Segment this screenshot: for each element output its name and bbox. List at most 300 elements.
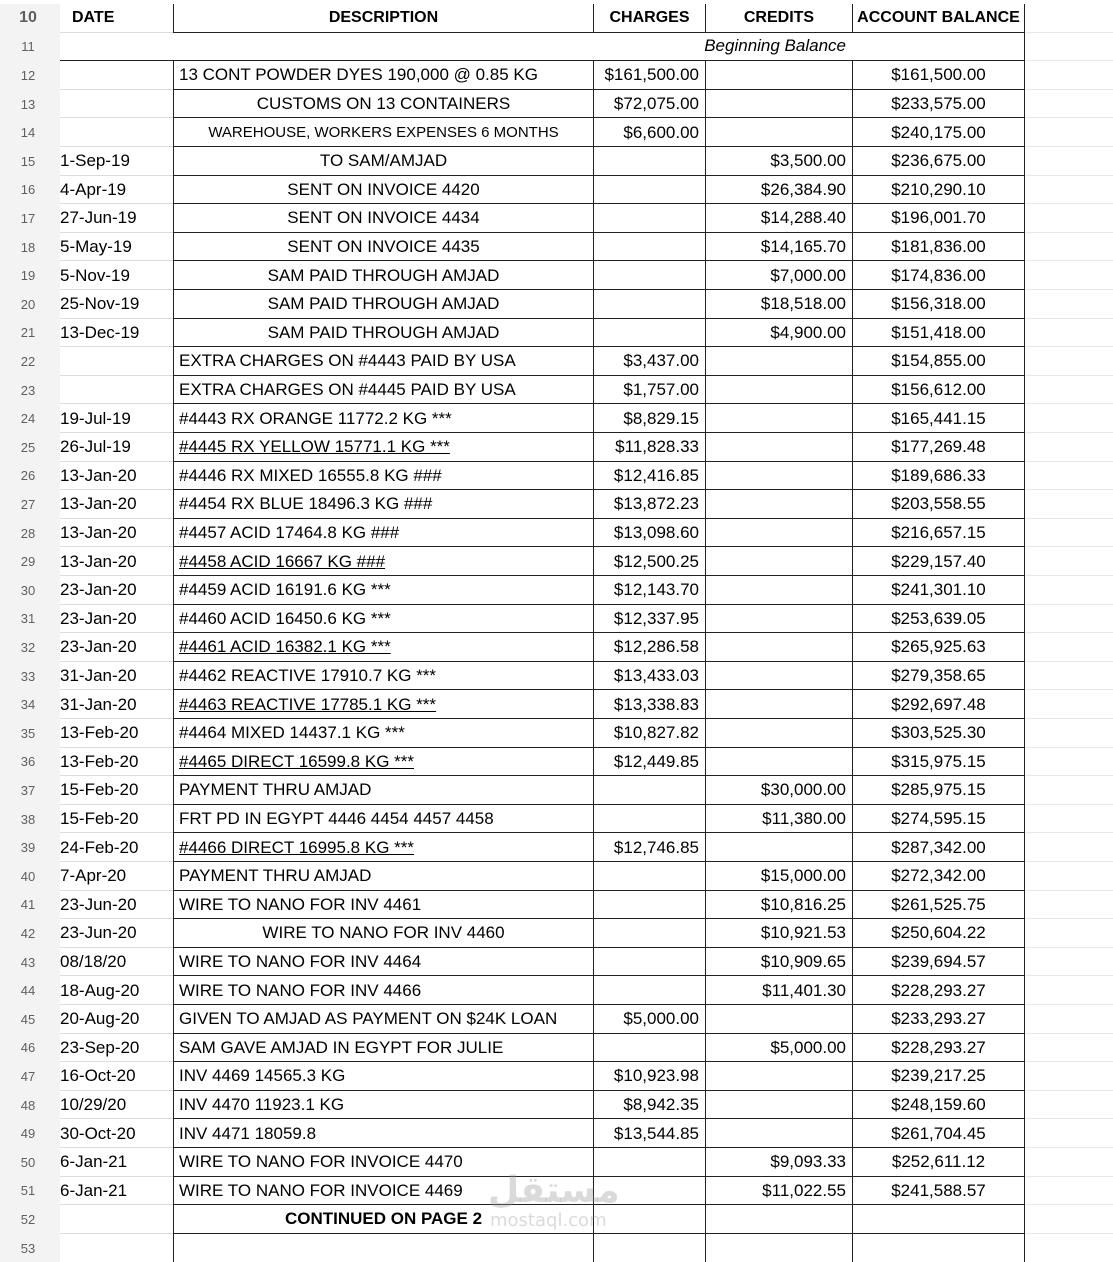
credits-cell[interactable] (705, 433, 852, 462)
empty-cell[interactable] (1025, 547, 1113, 576)
charges-cell[interactable]: $13,433.03 (593, 662, 705, 691)
credits-cell[interactable]: $26,384.90 (705, 176, 852, 205)
credits-cell[interactable] (705, 547, 852, 576)
description-cell[interactable] (173, 490, 593, 519)
date-cell[interactable]: 25-Nov-19 (60, 290, 173, 319)
credits-cell[interactable] (705, 61, 852, 90)
credits-cell[interactable] (705, 633, 852, 662)
empty-cell[interactable] (1025, 576, 1113, 605)
description-cell[interactable] (173, 719, 593, 748)
charges-cell[interactable]: $13,544.85 (593, 1119, 705, 1148)
date-cell[interactable] (60, 376, 173, 405)
row-number[interactable]: 15 (0, 147, 60, 176)
row-number[interactable]: 36 (0, 748, 60, 777)
empty-cell[interactable] (1025, 1205, 1113, 1234)
charges-cell[interactable] (593, 290, 705, 319)
row-number[interactable]: 25 (0, 433, 60, 462)
charges-cell[interactable] (593, 1205, 705, 1234)
description-cell[interactable] (173, 662, 593, 691)
charges-cell[interactable] (593, 204, 705, 233)
empty-cell[interactable] (1025, 1091, 1113, 1120)
row-number[interactable]: 51 (0, 1177, 60, 1206)
beginning-balance-label[interactable]: Beginning Balance (60, 33, 1025, 62)
credits-cell[interactable] (705, 1234, 852, 1262)
row-number[interactable]: 24 (0, 404, 60, 433)
credits-cell[interactable] (705, 833, 852, 862)
credits-cell[interactable] (705, 490, 852, 519)
row-number[interactable]: 16 (0, 176, 60, 205)
credits-cell[interactable] (705, 118, 852, 147)
credits-cell[interactable] (705, 347, 852, 376)
empty-cell[interactable] (1025, 376, 1113, 405)
empty-cell[interactable] (1025, 833, 1113, 862)
charges-cell[interactable] (593, 862, 705, 891)
empty-cell[interactable] (1025, 490, 1113, 519)
description-cell[interactable] (173, 90, 593, 119)
credits-cell[interactable] (705, 748, 852, 777)
charges-cell[interactable]: $3,437.00 (593, 347, 705, 376)
credits-cell[interactable]: $7,000.00 (705, 261, 852, 290)
date-cell[interactable] (60, 61, 173, 90)
description-cell[interactable] (173, 1177, 593, 1206)
empty-cell[interactable] (1025, 519, 1113, 548)
charges-cell[interactable] (593, 147, 705, 176)
charges-cell[interactable]: $6,600.00 (593, 118, 705, 147)
row-number[interactable]: 26 (0, 462, 60, 491)
balance-cell[interactable]: $177,269.48 (852, 433, 1025, 462)
balance-cell[interactable]: $203,558.55 (852, 490, 1025, 519)
date-cell[interactable]: 08/18/20 (60, 948, 173, 977)
balance-cell[interactable]: $248,159.60 (852, 1091, 1025, 1120)
balance-cell[interactable]: $265,925.63 (852, 633, 1025, 662)
row-number[interactable]: 23 (0, 376, 60, 405)
date-cell[interactable]: 6-Jan-21 (60, 1148, 173, 1177)
description-cell[interactable] (173, 147, 593, 176)
date-cell[interactable] (60, 347, 173, 376)
date-cell[interactable]: 5-May-19 (60, 233, 173, 262)
charges-cell[interactable] (593, 805, 705, 834)
row-number[interactable]: 32 (0, 633, 60, 662)
balance-cell[interactable]: $279,358.65 (852, 662, 1025, 691)
description-cell[interactable] (173, 1234, 593, 1262)
description-cell[interactable] (173, 862, 593, 891)
balance-cell[interactable]: $292,697.48 (852, 690, 1025, 719)
balance-cell[interactable]: $272,342.00 (852, 862, 1025, 891)
row-number[interactable]: 27 (0, 490, 60, 519)
balance-cell[interactable]: $241,588.57 (852, 1177, 1025, 1206)
description-cell[interactable] (173, 748, 593, 777)
balance-cell[interactable]: $161,500.00 (852, 61, 1025, 90)
credits-cell[interactable]: $10,816.25 (705, 891, 852, 920)
balance-cell[interactable]: $315,975.15 (852, 748, 1025, 777)
empty-cell[interactable] (1025, 662, 1113, 691)
balance-cell[interactable]: $303,525.30 (852, 719, 1025, 748)
empty-cell[interactable] (1025, 404, 1113, 433)
row-number[interactable]: 18 (0, 233, 60, 262)
credits-cell[interactable] (705, 719, 852, 748)
empty-cell[interactable] (1025, 605, 1113, 634)
date-cell[interactable] (60, 1205, 173, 1234)
row-number[interactable]: 50 (0, 1148, 60, 1177)
row-number[interactable]: 11 (0, 33, 60, 62)
empty-cell[interactable] (1025, 891, 1113, 920)
credits-cell[interactable] (705, 404, 852, 433)
continued-label[interactable]: CONTINUED ON PAGE 2 (173, 1205, 593, 1234)
balance-cell[interactable] (852, 1234, 1025, 1262)
row-number[interactable]: 40 (0, 862, 60, 891)
charges-cell[interactable] (593, 976, 705, 1005)
date-cell[interactable]: 24-Feb-20 (60, 833, 173, 862)
balance-cell[interactable]: $229,157.40 (852, 547, 1025, 576)
balance-cell[interactable]: $174,836.00 (852, 261, 1025, 290)
date-cell[interactable]: 13-Feb-20 (60, 719, 173, 748)
charges-cell[interactable]: $12,449.85 (593, 748, 705, 777)
description-cell[interactable] (173, 118, 593, 147)
balance-cell[interactable]: $181,836.00 (852, 233, 1025, 262)
date-cell[interactable]: 18-Aug-20 (60, 976, 173, 1005)
balance-cell[interactable]: $228,293.27 (852, 976, 1025, 1005)
date-cell[interactable]: 13-Feb-20 (60, 748, 173, 777)
charges-cell[interactable]: $13,338.83 (593, 690, 705, 719)
credits-cell[interactable]: $14,165.70 (705, 233, 852, 262)
row-number[interactable]: 49 (0, 1119, 60, 1148)
charges-cell[interactable] (593, 1177, 705, 1206)
credits-cell[interactable] (705, 690, 852, 719)
date-cell[interactable]: 30-Oct-20 (60, 1119, 173, 1148)
row-number[interactable]: 19 (0, 261, 60, 290)
empty-cell[interactable] (1025, 1177, 1113, 1206)
empty-cell[interactable] (1025, 805, 1113, 834)
description-cell[interactable] (173, 261, 593, 290)
header-balance[interactable]: ACCOUNT BALANCE (852, 4, 1025, 33)
empty-cell[interactable] (1025, 90, 1113, 119)
date-cell[interactable]: 23-Jan-20 (60, 576, 173, 605)
balance-cell[interactable]: $253,639.05 (852, 605, 1025, 634)
date-cell[interactable]: 23-Jan-20 (60, 605, 173, 634)
description-cell[interactable] (173, 347, 593, 376)
charges-cell[interactable]: $12,286.58 (593, 633, 705, 662)
charges-cell[interactable]: $12,337.95 (593, 605, 705, 634)
charges-cell[interactable] (593, 1148, 705, 1177)
row-number[interactable]: 21 (0, 319, 60, 348)
description-cell[interactable] (173, 976, 593, 1005)
credits-cell[interactable] (705, 605, 852, 634)
charges-cell[interactable]: $72,075.00 (593, 90, 705, 119)
balance-cell[interactable]: $261,704.45 (852, 1119, 1025, 1148)
balance-cell[interactable]: $228,293.27 (852, 1034, 1025, 1063)
description-cell[interactable] (173, 633, 593, 662)
credits-cell[interactable]: $11,380.00 (705, 805, 852, 834)
description-cell[interactable] (173, 233, 593, 262)
credits-cell[interactable]: $14,288.40 (705, 204, 852, 233)
description-cell[interactable] (173, 776, 593, 805)
charges-cell[interactable]: $10,923.98 (593, 1062, 705, 1091)
balance-cell[interactable]: $233,575.00 (852, 90, 1025, 119)
charges-cell[interactable]: $13,098.60 (593, 519, 705, 548)
charges-cell[interactable]: $5,000.00 (593, 1005, 705, 1034)
empty-cell[interactable] (1025, 919, 1113, 948)
date-cell[interactable]: 1-Sep-19 (60, 147, 173, 176)
row-number[interactable]: 20 (0, 290, 60, 319)
description-cell[interactable] (173, 948, 593, 977)
credits-cell[interactable]: $10,909.65 (705, 948, 852, 977)
empty-cell[interactable] (1025, 1148, 1113, 1177)
empty-cell[interactable] (1025, 690, 1113, 719)
description-cell[interactable] (173, 519, 593, 548)
balance-cell[interactable]: $236,675.00 (852, 147, 1025, 176)
charges-cell[interactable]: $13,872.23 (593, 490, 705, 519)
credits-cell[interactable] (705, 1119, 852, 1148)
description-cell[interactable] (173, 605, 593, 634)
row-number[interactable]: 13 (0, 90, 60, 119)
row-number[interactable]: 10 (0, 4, 60, 33)
row-number[interactable]: 33 (0, 662, 60, 691)
row-number[interactable]: 34 (0, 690, 60, 719)
charges-cell[interactable] (593, 1034, 705, 1063)
row-number[interactable]: 38 (0, 805, 60, 834)
empty-cell[interactable] (1025, 61, 1113, 90)
row-number[interactable]: 44 (0, 976, 60, 1005)
empty-cell[interactable] (1025, 1005, 1113, 1034)
date-cell[interactable]: 23-Jun-20 (60, 891, 173, 920)
header-date[interactable]: DATE (60, 4, 173, 33)
date-cell[interactable] (60, 90, 173, 119)
description-cell[interactable] (173, 833, 593, 862)
credits-cell[interactable]: $11,022.55 (705, 1177, 852, 1206)
description-cell[interactable] (173, 376, 593, 405)
date-cell[interactable]: 13-Jan-20 (60, 519, 173, 548)
credits-cell[interactable]: $5,000.00 (705, 1034, 852, 1063)
date-cell[interactable]: 23-Jan-20 (60, 633, 173, 662)
row-number[interactable]: 30 (0, 576, 60, 605)
balance-cell[interactable]: $233,293.27 (852, 1005, 1025, 1034)
balance-cell[interactable]: $239,217.25 (852, 1062, 1025, 1091)
row-number[interactable]: 39 (0, 833, 60, 862)
credits-cell[interactable] (705, 519, 852, 548)
charges-cell[interactable] (593, 776, 705, 805)
row-number[interactable]: 37 (0, 776, 60, 805)
empty-cell[interactable] (1025, 319, 1113, 348)
date-cell[interactable]: 19-Jul-19 (60, 404, 173, 433)
row-number[interactable]: 41 (0, 891, 60, 920)
header-charges[interactable]: CHARGES (593, 4, 705, 33)
credits-cell[interactable] (705, 1062, 852, 1091)
empty-cell[interactable] (1025, 948, 1113, 977)
charges-cell[interactable]: $12,416.85 (593, 462, 705, 491)
date-cell[interactable]: 26-Jul-19 (60, 433, 173, 462)
description-cell[interactable] (173, 891, 593, 920)
date-cell[interactable]: 13-Jan-20 (60, 547, 173, 576)
charges-cell[interactable]: $1,757.00 (593, 376, 705, 405)
credits-cell[interactable] (705, 376, 852, 405)
empty-cell[interactable] (1025, 1119, 1113, 1148)
description-cell[interactable] (173, 805, 593, 834)
date-cell[interactable]: 16-Oct-20 (60, 1062, 173, 1091)
balance-cell[interactable]: $189,686.33 (852, 462, 1025, 491)
empty-cell[interactable] (1025, 118, 1113, 147)
row-number[interactable]: 12 (0, 61, 60, 90)
empty-cell[interactable] (1025, 347, 1113, 376)
description-cell[interactable] (173, 319, 593, 348)
empty-cell[interactable] (1025, 204, 1113, 233)
empty-cell[interactable] (1025, 33, 1113, 62)
row-number[interactable]: 22 (0, 347, 60, 376)
charges-cell[interactable] (593, 919, 705, 948)
empty-cell[interactable] (1025, 176, 1113, 205)
description-cell[interactable] (173, 1148, 593, 1177)
balance-cell[interactable]: $151,418.00 (852, 319, 1025, 348)
description-cell[interactable] (173, 462, 593, 491)
description-cell[interactable] (173, 404, 593, 433)
description-cell[interactable] (173, 1119, 593, 1148)
balance-cell[interactable]: $156,318.00 (852, 290, 1025, 319)
empty-cell[interactable] (1025, 719, 1113, 748)
row-number[interactable]: 17 (0, 204, 60, 233)
description-cell[interactable] (173, 576, 593, 605)
balance-cell[interactable]: $196,001.70 (852, 204, 1025, 233)
date-cell[interactable]: 4-Apr-19 (60, 176, 173, 205)
date-cell[interactable]: 15-Feb-20 (60, 805, 173, 834)
description-cell[interactable] (173, 433, 593, 462)
empty-cell[interactable] (1025, 290, 1113, 319)
date-cell[interactable]: 7-Apr-20 (60, 862, 173, 891)
charges-cell[interactable] (593, 891, 705, 920)
description-cell[interactable] (173, 1091, 593, 1120)
credits-cell[interactable] (705, 1091, 852, 1120)
empty-cell[interactable] (1025, 4, 1113, 33)
description-cell[interactable] (173, 919, 593, 948)
charges-cell[interactable] (593, 948, 705, 977)
credits-cell[interactable] (705, 576, 852, 605)
balance-cell[interactable]: $250,604.22 (852, 919, 1025, 948)
credits-cell[interactable] (705, 1005, 852, 1034)
charges-cell[interactable]: $161,500.00 (593, 61, 705, 90)
balance-cell[interactable]: $216,657.15 (852, 519, 1025, 548)
balance-cell[interactable]: $210,290.10 (852, 176, 1025, 205)
empty-cell[interactable] (1025, 261, 1113, 290)
balance-cell[interactable]: $287,342.00 (852, 833, 1025, 862)
empty-cell[interactable] (1025, 147, 1113, 176)
row-number[interactable]: 42 (0, 919, 60, 948)
empty-cell[interactable] (1025, 633, 1113, 662)
balance-cell[interactable]: $156,612.00 (852, 376, 1025, 405)
empty-cell[interactable] (1025, 1062, 1113, 1091)
empty-cell[interactable] (1025, 776, 1113, 805)
row-number[interactable]: 52 (0, 1205, 60, 1234)
date-cell[interactable] (60, 1234, 173, 1262)
row-number[interactable]: 35 (0, 719, 60, 748)
empty-cell[interactable] (1025, 233, 1113, 262)
credits-cell[interactable] (705, 1205, 852, 1234)
description-cell[interactable] (173, 176, 593, 205)
date-cell[interactable]: 23-Jun-20 (60, 919, 173, 948)
row-number[interactable]: 28 (0, 519, 60, 548)
balance-cell[interactable]: $274,595.15 (852, 805, 1025, 834)
date-cell[interactable]: 27-Jun-19 (60, 204, 173, 233)
credits-cell[interactable] (705, 462, 852, 491)
credits-cell[interactable] (705, 90, 852, 119)
credits-cell[interactable]: $18,518.00 (705, 290, 852, 319)
empty-cell[interactable] (1025, 748, 1113, 777)
charges-cell[interactable]: $10,827.82 (593, 719, 705, 748)
balance-cell[interactable] (852, 1205, 1025, 1234)
charges-cell[interactable] (593, 233, 705, 262)
row-number[interactable]: 14 (0, 118, 60, 147)
empty-cell[interactable] (1025, 462, 1113, 491)
description-cell[interactable] (173, 547, 593, 576)
description-cell[interactable] (173, 1005, 593, 1034)
charges-cell[interactable]: $8,829.15 (593, 404, 705, 433)
description-cell[interactable] (173, 1062, 593, 1091)
balance-cell[interactable]: $165,441.15 (852, 404, 1025, 433)
date-cell[interactable]: 31-Jan-20 (60, 690, 173, 719)
description-cell[interactable] (173, 290, 593, 319)
empty-cell[interactable] (1025, 1034, 1113, 1063)
date-cell[interactable]: 10/29/20 (60, 1091, 173, 1120)
balance-cell[interactable]: $252,611.12 (852, 1148, 1025, 1177)
date-cell[interactable]: 13-Jan-20 (60, 462, 173, 491)
balance-cell[interactable]: $261,525.75 (852, 891, 1025, 920)
credits-cell[interactable] (705, 662, 852, 691)
date-cell[interactable]: 13-Jan-20 (60, 490, 173, 519)
date-cell[interactable]: 20-Aug-20 (60, 1005, 173, 1034)
credits-cell[interactable]: $3,500.00 (705, 147, 852, 176)
date-cell[interactable]: 6-Jan-21 (60, 1177, 173, 1206)
row-number[interactable]: 45 (0, 1005, 60, 1034)
row-number[interactable]: 47 (0, 1062, 60, 1091)
description-cell[interactable] (173, 204, 593, 233)
description-cell[interactable] (173, 61, 593, 90)
charges-cell[interactable]: $12,746.85 (593, 833, 705, 862)
charges-cell[interactable]: $8,942.35 (593, 1091, 705, 1120)
header-credits[interactable]: CREDITS (705, 4, 852, 33)
row-number[interactable]: 31 (0, 605, 60, 634)
charges-cell[interactable] (593, 176, 705, 205)
row-number[interactable]: 29 (0, 547, 60, 576)
charges-cell[interactable]: $11,828.33 (593, 433, 705, 462)
date-cell[interactable]: 23-Sep-20 (60, 1034, 173, 1063)
row-number[interactable]: 48 (0, 1091, 60, 1120)
balance-cell[interactable]: $240,175.00 (852, 118, 1025, 147)
credits-cell[interactable]: $9,093.33 (705, 1148, 852, 1177)
date-cell[interactable]: 13-Dec-19 (60, 319, 173, 348)
date-cell[interactable]: 31-Jan-20 (60, 662, 173, 691)
credits-cell[interactable]: $10,921.53 (705, 919, 852, 948)
date-cell[interactable]: 5-Nov-19 (60, 261, 173, 290)
charges-cell[interactable] (593, 1234, 705, 1262)
balance-cell[interactable]: $285,975.15 (852, 776, 1025, 805)
credits-cell[interactable]: $30,000.00 (705, 776, 852, 805)
empty-cell[interactable] (1025, 976, 1113, 1005)
description-cell[interactable] (173, 690, 593, 719)
charges-cell[interactable] (593, 319, 705, 348)
charges-cell[interactable]: $12,500.25 (593, 547, 705, 576)
date-cell[interactable]: 15-Feb-20 (60, 776, 173, 805)
header-description[interactable]: DESCRIPTION (173, 4, 593, 33)
row-number[interactable]: 46 (0, 1034, 60, 1063)
balance-cell[interactable]: $154,855.00 (852, 347, 1025, 376)
date-cell[interactable] (60, 118, 173, 147)
charges-cell[interactable]: $12,143.70 (593, 576, 705, 605)
credits-cell[interactable]: $11,401.30 (705, 976, 852, 1005)
empty-cell[interactable] (1025, 433, 1113, 462)
credits-cell[interactable]: $15,000.00 (705, 862, 852, 891)
balance-cell[interactable]: $241,301.10 (852, 576, 1025, 605)
empty-cell[interactable] (1025, 862, 1113, 891)
credits-cell[interactable]: $4,900.00 (705, 319, 852, 348)
description-cell[interactable] (173, 1034, 593, 1063)
row-number[interactable]: 43 (0, 948, 60, 977)
